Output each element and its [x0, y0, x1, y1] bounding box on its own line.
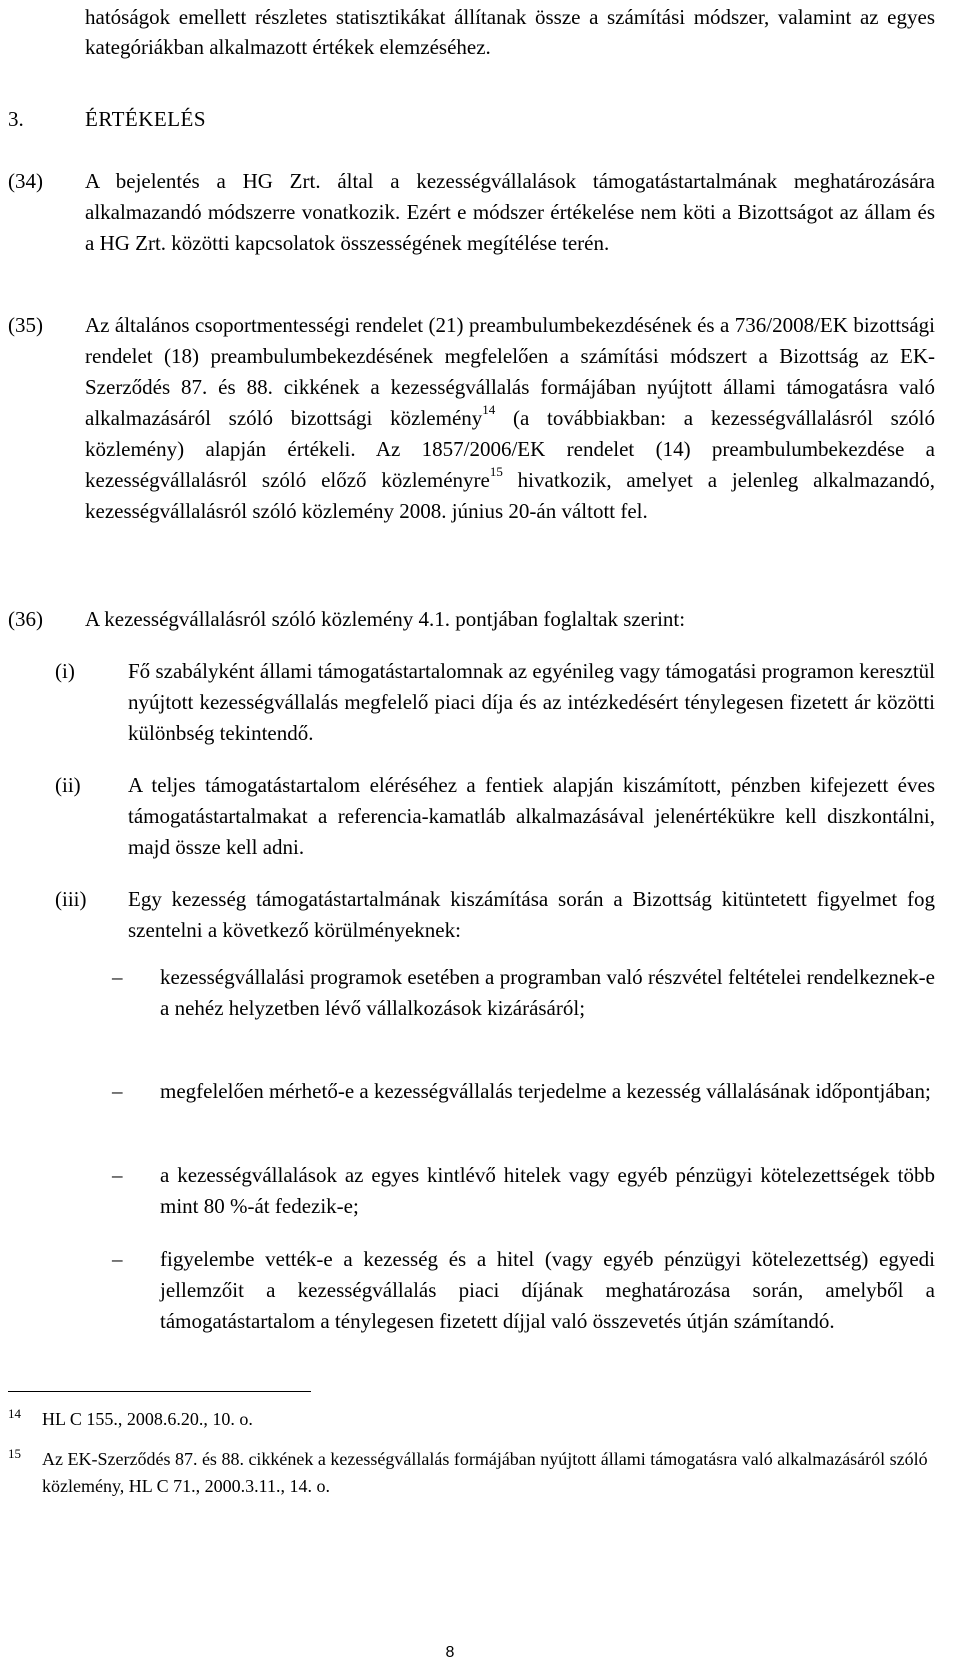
- section-heading: [8, 104, 206, 134]
- list-item: [55, 884, 935, 946]
- dash-item-3: [112, 1160, 935, 1222]
- dash-item-4: [112, 1244, 935, 1337]
- footnote-15: [8, 1446, 935, 1500]
- paragraph-34: [8, 166, 935, 259]
- list-item: [112, 1076, 935, 1107]
- dash-item-text: figyelembe vették-e a kezesség és a hitel (vagy egyéb pénzügyi kötelezettség) egyedi jellemzőit a kezességvállalás piaci díjának meghatározása során, amelyből a támogatástartalom a ténylegesen fizetett díjjal való összevetés útján számítandó.: [160, 1247, 935, 1333]
- dash-bullet: –: [112, 1163, 123, 1187]
- dash-item-text: a kezességvállalások az egyes kintlévő hitelek vagy egyéb pénzügyi kötelezettségek több mint 80 %-át fedezik-e;: [160, 1163, 935, 1218]
- paragraph-text: A bejelentés a HG Zrt. által a kezességvállalások támogatástartalmának meghatározására alkalmazandó módszerre vonatkozik. Ezért e módszer értékelése nem köti a Bizottságot az állam és a HG Zrt. közötti kapcsolatok összességének megítélése terén.: [85, 169, 935, 255]
- dash-bullet: –: [112, 1247, 123, 1271]
- footnote-text: HL C 155., 2008.6.20., 10. o.: [42, 1409, 253, 1429]
- paragraph-number: (34): [8, 169, 43, 193]
- dash-item-2: [112, 1076, 935, 1107]
- paragraph-text-part: (a továbbiakban: a kezességvállalásról szóló közlemény) alapján értékeli. Az 1857/2006/EK rendelet (14) preambulumbekezdése a kezességvállalásról szóló előző közleményre: [85, 406, 935, 492]
- sub-item-ii: [55, 770, 935, 863]
- section-number: 3.: [8, 107, 24, 131]
- dash-item-text: megfelelően mérhető-e a kezességvállalás terjedelme a kezesség vállalásának időpontjában;: [160, 1079, 931, 1103]
- paragraph-number: (36): [8, 607, 43, 631]
- footnote-separator: [8, 1391, 311, 1392]
- list-item: [55, 656, 935, 749]
- paragraph-text-part: Az általános csoportmentességi rendelet (21) preambulumbekezdésének és a 736/2008/EK bizottsági rendelet (18) preambulumbekezdésének megfelelően a számítási módszert a Bizottság az EK-Szerződés 87. és 88. cikkének a kezességvállalás formájában nyújtott állami támogatásra való alkalmazásáról szóló bizottsági közlemény: [85, 313, 935, 430]
- sub-item-text: Fő szabályként állami támogatástartalomnak az egyénileg vagy támogatási programon keresztül nyújtott kezességvállalás megfelelő piaci díja és az intézkedésért ténylegesen fizetett ár közötti különbség tekintendő.: [128, 659, 935, 745]
- paragraph-36: [8, 604, 935, 635]
- sub-item-number: (iii): [55, 887, 87, 911]
- dash-bullet: –: [112, 965, 123, 989]
- dash-item-1: [112, 962, 935, 1024]
- intro-paragraph: hatóságok emellett részletes statisztikákat állítanak össze a számítási módszer, valamint az egyes kategóriákban alkalmazott értékek elemzéséhez.: [85, 5, 935, 59]
- page-number: 8: [445, 1644, 455, 1661]
- paragraph-text: [85, 310, 935, 527]
- footnote-number: 14: [8, 1406, 21, 1421]
- footnote-ref-14[interactable]: 14: [482, 402, 496, 417]
- footnote-number: 15: [8, 1446, 21, 1461]
- sub-item-text: A teljes támogatástartalom eléréséhez a fentiek alapján kiszámított, pénzben kifejezett éves támogatástartalmakat a referencia-kamatláb alkalmazásával jelenértékükre kell diszkontálni, majd össze kell adni.: [128, 773, 935, 859]
- paragraph-text-part: hivatkozik, amelyet a jelenleg alkalmazandó, kezességvállalásról szóló közlemény 2008. június 20-án váltott fel.: [85, 468, 935, 523]
- sub-item-text: Egy kezesség támogatástartalmának kiszámítása során a Bizottság kitüntetett figyelmet fog szentelni a következő körülményeknek:: [128, 887, 935, 942]
- paragraph-35: [8, 310, 935, 527]
- footnote-text: Az EK-Szerződés 87. és 88. cikkének a kezességvállalás formájában nyújtott állami támogatásra való alkalmazásáról szóló közlemény, HL C 71., 2000.3.11., 14. o.: [42, 1449, 928, 1496]
- sub-item-number: (ii): [55, 773, 81, 797]
- paragraph-text: A kezességvállalásról szóló közlemény 4.1. pontjában foglaltak szerint:: [85, 607, 686, 631]
- footnote-14: [8, 1406, 935, 1433]
- list-item: [112, 962, 935, 1024]
- footnote-ref-15[interactable]: 15: [489, 464, 503, 479]
- sub-item-number: (i): [55, 659, 75, 683]
- paragraph-number: (35): [8, 313, 43, 337]
- sub-item-i: [55, 656, 935, 749]
- list-item: [55, 770, 935, 863]
- dash-item-text: kezességvállalási programok esetében a programban való részvétel feltételei rendelkeznek-e a nehéz helyzetben lévő vállalkozások kizárásáról;: [160, 965, 935, 1020]
- list-item: [112, 1160, 935, 1222]
- sub-item-iii: [55, 884, 935, 946]
- section-title: ÉRTÉKELÉS: [85, 107, 207, 131]
- dash-bullet: –: [112, 1079, 123, 1103]
- list-item: [112, 1244, 935, 1337]
